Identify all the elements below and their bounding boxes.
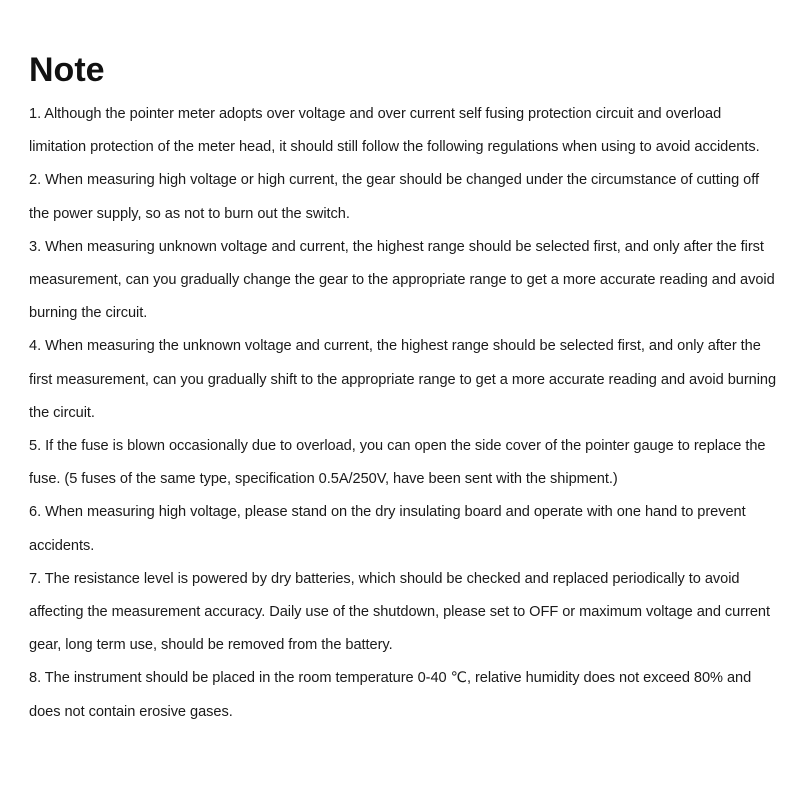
- page-title: Note: [29, 51, 105, 89]
- note-item-7: 7. The resistance level is powered by dry batteries, which should be checked and replaced periodically to avoid affecting the measurement accuracy. Daily use of the shutdown, please set to OFF or maximum voltage and current gear, long term use, should be removed from the battery.: [29, 570, 770, 654]
- note-item-2: 2. When measuring high voltage or high current, the gear should be changed under the circumstance of cutting off the power supply, so as not to burn out the switch.: [29, 172, 759, 222]
- note-item-3: 3. When measuring unknown voltage and current, the highest range should be selected first, and only after the first measurement, can you gradually change the gear to the appropriate range to get a more accurate reading and avoid burning the circuit.: [29, 238, 775, 322]
- note-item-6: 6. When measuring high voltage, please stand on the dry insulating board and operate with one hand to prevent accidents.: [29, 504, 746, 554]
- note-document: [29, 48, 781, 729]
- note-item-8: 8. The instrument should be placed in the room temperature 0-40 ℃, relative humidity does not exceed 80% and does not contain erosive gases.: [29, 670, 752, 720]
- notes-list: [29, 98, 781, 729]
- note-item-4: 4. When measuring the unknown voltage and current, the highest range should be selected first, and only after the first measurement, can you gradually shift to the appropriate range to get a more accurate reading and avoid burning the circuit.: [29, 338, 777, 421]
- note-item-5: 5. If the fuse is blown occasionally due to overload, you can open the side cover of the pointer gauge to replace the fuse. (5 fuses of the same type, specification 0.5A/250V, have been sent with the shipment.): [29, 438, 766, 488]
- note-item-1: 1. Although the pointer meter adopts over voltage and over current self fusing protection circuit and overload limitation protection of the meter head, it should still follow the following regulations when using to avoid accidents.: [29, 106, 760, 156]
